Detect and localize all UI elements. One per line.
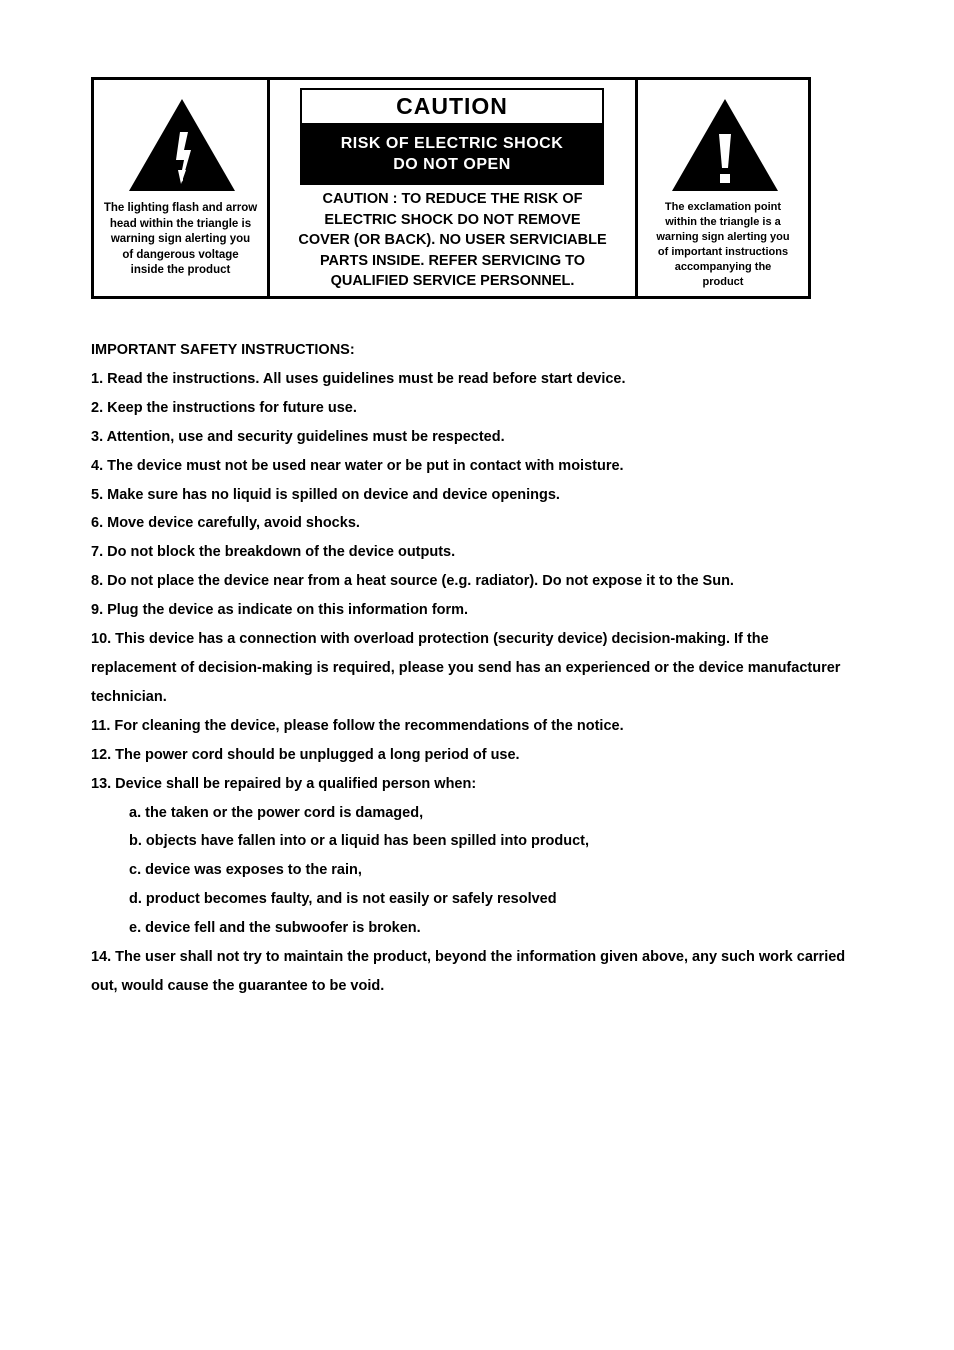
instruction-item: 7. Do not block the breakdown of the device outputs. <box>91 544 456 561</box>
instruction-item: 13. Device shall be repaired by a qualified person when: <box>91 775 477 792</box>
instruction-subitem: d. product becomes faulty, and is not easily or safely resolved <box>129 891 557 908</box>
instruction-subitem: a. the taken or the power cord is damaged, <box>129 804 424 821</box>
instruction-item: 10. This device has a connection with overload protection (security device) decision-making. If the replacement of decision-making is required, please you send has an experienced or the device manufacturer technician. <box>91 631 841 705</box>
instruction-item: 8. Do not place the device near from a heat source (e.g. radiator). Do not expose it to the Sun. <box>91 573 734 590</box>
instruction-item: 2. Keep the instructions for future use. <box>91 399 357 416</box>
instruction-item: 1. Read the instructions. All uses guidelines must be read before start device. <box>91 370 626 387</box>
caution-center-cell <box>270 80 638 296</box>
caution-service-text: CAUTION : TO REDUCE THE RISK OF ELECTRIC SHOCK DO NOT REMOVE COVER (OR BACK). NO USER SERVICIABLE PARTS INSIDE. REFER SERVICING TO QUALIFIED SERVICE PERSONNEL. <box>298 191 607 289</box>
instruction-item: 12. The power cord should be unplugged a long period of use. <box>91 746 520 763</box>
instruction-item: 11. For cleaning the device, please follow the recommendations of the notice. <box>91 717 624 734</box>
caution-title: CAUTION <box>396 93 508 119</box>
instruction-item: 14. The user shall not try to maintain the product, beyond the information given above, any such work carried out, would cause the guarantee to be void. <box>91 949 846 994</box>
instruction-item: 3. Attention, use and security guidelines must be respected. <box>91 428 505 445</box>
shock-warning-banner: RISK OF ELECTRIC SHOCK DO NOT OPEN <box>302 123 602 183</box>
instruction-item: 4. The device must not be used near water or be put in contact with moisture. <box>91 457 624 474</box>
exclamation-warning-cell <box>638 80 808 296</box>
instructions-heading: IMPORTANT SAFETY INSTRUCTIONS: <box>91 342 355 358</box>
exclamation-warning-text: The exclamation point within the triangle is a warning sign alerting you of important instructions accompanying the product <box>656 201 790 288</box>
exclamation-triangle-icon <box>671 98 779 192</box>
instruction-subitem: b. objects have fallen into or a liquid has been spilled into product, <box>129 833 590 850</box>
caution-label <box>300 88 604 185</box>
lightning-warning-text: The lighting flash and arrow head within the triangle is warning sign alerting you of dangerous voltage inside the product <box>103 202 258 276</box>
lightning-warning-cell <box>94 80 270 296</box>
instruction-item: 5. Make sure has no liquid is spilled on device and device openings. <box>91 486 560 503</box>
caution-label-box <box>91 77 811 299</box>
instruction-item: 6. Move device carefully, avoid shocks. <box>91 515 360 532</box>
instruction-subitem: c. device was exposes to the rain, <box>129 862 362 879</box>
lightning-triangle-icon <box>128 98 236 192</box>
instruction-item: 9. Plug the device as indicate on this information form. <box>91 602 469 619</box>
instruction-subitem: e. device fell and the subwoofer is broken. <box>129 920 421 937</box>
safety-instructions <box>91 336 851 1001</box>
